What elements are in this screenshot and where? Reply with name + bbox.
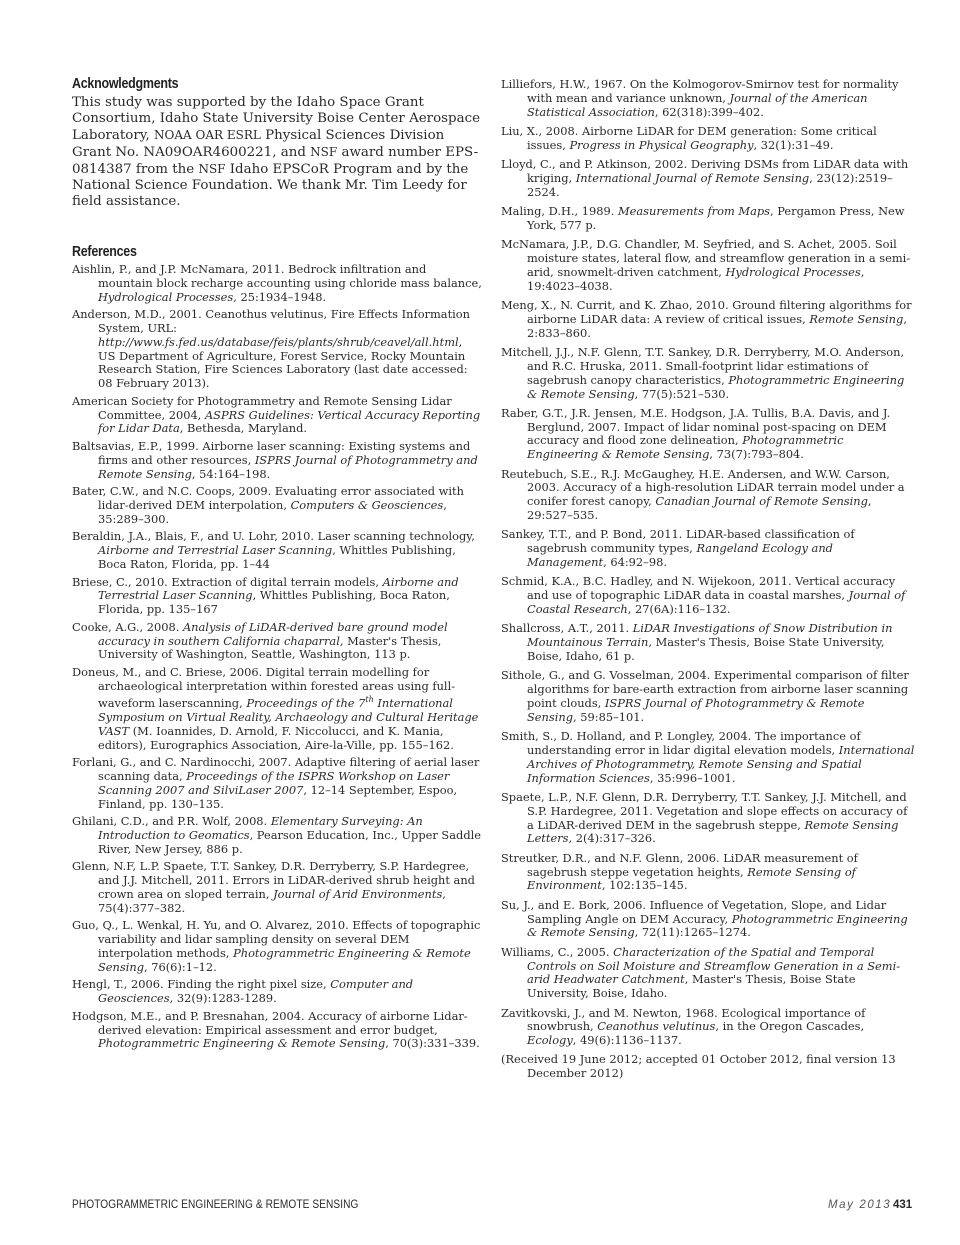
reference-entry bbox=[501, 205, 915, 233]
reference-entry bbox=[501, 852, 915, 893]
text-run: , Pergamon Press, New York, 577 p. bbox=[527, 204, 905, 232]
reference-entry bbox=[72, 485, 482, 526]
text-run: Remote Sensing bbox=[809, 311, 904, 326]
text-run: , 59:85–101. bbox=[573, 709, 645, 724]
text-run: Sithole, G., and G. Vosselman, 2004. Experimental comparison of filter algorithms for bare-earth extraction from airborne laser scanning point clouds, bbox=[501, 668, 909, 710]
text-run: International Journal of Remote Sensing bbox=[575, 170, 810, 185]
text-run: Proceedings of the 7 bbox=[246, 696, 366, 711]
text-run: , Whittles Publishing, Boca Raton, Florida, pp. 135–167 bbox=[98, 588, 450, 617]
text-run: Schmid, K.A., B.C. Hadley, and N. Wijekoon, 2011. Vertical accuracy and use of topographic LiDAR data in coastal marshes, bbox=[501, 574, 896, 603]
references-list-right bbox=[501, 78, 915, 1081]
text-run: Raber, G.T., J.R. Jensen, M.E. Hodgson, J.A. Tullis, B.A. Davis, and J. Berglund, 2007. Impact of lidar nominal post-spacing on DEM accuracy and flood zone delineation, bbox=[501, 405, 891, 448]
text-run: Photogrammetric Engineering & Remote Sensing bbox=[527, 433, 844, 462]
text-run: Photogrammetric Engineering & Remote Sensing bbox=[98, 946, 471, 974]
text-run: Progress in Physical Geography bbox=[569, 137, 754, 152]
reference-entry bbox=[501, 238, 915, 293]
text-run: (Received 19 June 2012; accepted 01 October 2012, final version 13 December 2012) bbox=[501, 1052, 896, 1081]
text-run: NSF bbox=[198, 162, 226, 176]
text-run: This study was supported by the Idaho Space Grant Consortium, Idaho State University Boise Center Aerospace Laboratory, bbox=[72, 95, 480, 143]
reference-entry bbox=[72, 756, 482, 811]
text-run: Analysis of LiDAR-derived bare ground model accuracy in southern California chaparral bbox=[98, 619, 448, 648]
text-run: Hengl, T., 2006. Finding the right pixel size, bbox=[72, 977, 331, 992]
text-run: Hydrological Processes bbox=[725, 264, 861, 279]
text-run: Lilliefors, H.W., 1967. On the Kolmogorov-Smirnov test for normality with mean and variance unknown, bbox=[501, 77, 899, 105]
text-run: Meng, X., N. Currit, and K. Zhao, 2010. Ground filtering algorithms for airborne LiDAR data: A review of critical issues, bbox=[501, 298, 912, 326]
reference-entry bbox=[501, 730, 915, 785]
text-run: , in the Oregon Cascades, bbox=[715, 1019, 865, 1034]
reference-entry bbox=[501, 899, 915, 940]
page-number: 431 bbox=[893, 1199, 913, 1211]
reference-entry bbox=[501, 299, 915, 340]
text-run: , 23(12):2519–2524. bbox=[527, 170, 893, 199]
text-run: Elementary Surveying: An Introduction to Geomatics bbox=[98, 814, 423, 843]
text-run: , 19:4023–4038. bbox=[527, 264, 865, 293]
text-run: Computers & Geosciences bbox=[290, 497, 444, 512]
text-run: Forlani, G., and C. Nardinocchi, 2007. Adaptive filtering of aerial laser scanning data, bbox=[72, 755, 480, 784]
text-run: , 32(1):31–49. bbox=[753, 137, 834, 152]
text-run: Rangeland Ecology and Management bbox=[527, 541, 833, 570]
text-run: Journal of Coastal Research bbox=[527, 588, 906, 617]
text-run: NOAA OAR ESRL bbox=[154, 128, 261, 142]
reference-entry bbox=[501, 575, 915, 616]
text-run: , US Department of Agriculture, Forest Service, Rocky Mountain Research Station, Fire Sciences Laboratory (last date accessed: 08 February 2013). bbox=[98, 334, 468, 391]
text-run: award number EPS-0814387 from the bbox=[72, 145, 479, 177]
text-run: Ceanothus velutinus bbox=[597, 1019, 716, 1034]
text-run: Computer and Geosciences bbox=[98, 977, 414, 1006]
text-run: Aishlin, P., and J.P. McNamara, 2011. Bedrock infiltration and mountain block recharge accounting using chloride mass balance, bbox=[72, 262, 482, 290]
reference-entry bbox=[72, 1010, 482, 1051]
text-run: Measurements from Maps bbox=[617, 204, 771, 219]
reference-entry bbox=[501, 946, 915, 1001]
text-run: McNamara, J.P., D.G. Chandler, M. Seyfried, and S. Achet, 2005. Soil moisture states, lateral flow, and streamflow generation in a semi-arid, snowmelt-driven catchment, bbox=[501, 237, 911, 279]
text-run: Physical Sciences Division Grant No. NA09OAR4600221, and bbox=[72, 128, 445, 160]
reference-entry bbox=[501, 346, 915, 401]
text-run: Zavitkovski, J., and M. Newton, 1968. Ecological importance of snowbrush, bbox=[501, 1005, 866, 1034]
text-run: Journal of the American Statistical Association bbox=[527, 90, 868, 119]
text-run: ISPRS Journal of Photogrammetry & Remote Sensing bbox=[527, 696, 865, 724]
text-run: Hodgson, M.E., and P. Bresnahan, 2004. Accuracy of airborne Lidar-derived elevation: Empirical assessment and error budget, bbox=[72, 1008, 468, 1037]
text-run: , 32(9):1283-1289. bbox=[169, 991, 277, 1006]
text-run: th bbox=[365, 695, 374, 705]
references-list-left bbox=[72, 263, 482, 1051]
text-run: , 62(318):399–402. bbox=[654, 104, 764, 119]
text-run: , 2(4):317–326. bbox=[568, 831, 656, 846]
reference-entry bbox=[72, 440, 482, 481]
reference-entry bbox=[501, 407, 915, 462]
text-run: NSF bbox=[310, 145, 338, 159]
footer-date: May 2013 bbox=[828, 1199, 892, 1211]
text-run: American Society for Photogrammetry and Remote Sensing Lidar Committee, 2004, bbox=[72, 393, 452, 422]
reference-entry bbox=[501, 78, 915, 119]
text-run: Bater, C.W., and N.C. Coops, 2009. Evaluating error associated with lidar-derived DEM interpolation, bbox=[72, 484, 464, 512]
reference-entry bbox=[501, 468, 915, 523]
text-run: , 35:289–300. bbox=[98, 497, 447, 526]
text-run: Baltsavias, E.P., 1999. Airborne laser scanning: Existing systems and firms and other resources, bbox=[72, 438, 471, 467]
text-run: Idaho EPSCoR Program and by the National Science Foundation. We thank Mr. Tim Leedy for field assistance. bbox=[72, 162, 469, 209]
text-run: International Symposium on Virtual Reality, Archaeology and Cultural Heritage VAST bbox=[98, 696, 479, 738]
reference-entry bbox=[501, 791, 915, 846]
text-run: Ecology bbox=[527, 1033, 573, 1048]
text-run: , 64:92–98. bbox=[603, 555, 667, 570]
text-run: LiDAR Investigations of Snow Distribution in Mountainous Terrain bbox=[527, 621, 893, 650]
text-run: , Master's Thesis, University of Washington, Seattle, Washington, 113 p. bbox=[98, 633, 442, 662]
text-run: Liu, X., 2008. Airborne LiDAR for DEM generation: Some critical issues, bbox=[501, 123, 877, 152]
text-run: Anderson, M.D., 2001. Ceanothus velutinus, Fire Effects Information System, URL: bbox=[72, 307, 470, 335]
text-run: , 75(4):377–382. bbox=[98, 887, 446, 915]
text-run: Reutebuch, S.E., R.J. McGaughey, H.E. Andersen, and W.W. Carson, 2003. Accuracy of a high-resolution LiDAR terrain model under a conifer forest canopy, bbox=[501, 466, 905, 509]
text-run: , 77(5):521–530. bbox=[634, 386, 730, 401]
text-run: ISPRS Journal of Photogrammetry and Remote Sensing bbox=[98, 452, 478, 481]
text-run: Guo, Q., L. Wenkal, H. Yu, and O. Alvarez, 2010. Effects of topographic variability and lidar sampling density on several DEM interpolation methods, bbox=[72, 918, 481, 961]
text-run: Mitchell, J.J., N.F. Glenn, T.T. Sankey, D.R. Derryberry, M.O. Anderson, and R.C. Hruska, 2011. Small-footprint lidar estimations of sagebrush canopy characteristics, bbox=[501, 345, 905, 387]
text-run: Smith, S., D. Holland, and P. Longley, 2004. The importance of understanding error in lidar digital elevation models, bbox=[501, 729, 861, 757]
right-column bbox=[501, 76, 915, 1087]
reference-entry bbox=[501, 669, 915, 724]
text-run: Lloyd, C., and P. Atkinson, 2002. Deriving DSMs from LiDAR data with kriging, bbox=[501, 157, 909, 185]
text-run: , 73(7):793–804. bbox=[709, 447, 804, 462]
reference-entry bbox=[72, 978, 482, 1006]
text-run: , 29:527–535. bbox=[527, 494, 872, 523]
reference-entry bbox=[72, 919, 482, 974]
text-run: ASPRS Guidelines: Vertical Accuracy Reporting for Lidar Data bbox=[98, 407, 481, 436]
reference-entry bbox=[501, 1053, 915, 1081]
acknowledgments-heading: Acknowledgments bbox=[72, 76, 179, 92]
text-run: Williams, C., 2005. bbox=[501, 944, 614, 959]
text-run: , 49(6):1136–1137. bbox=[572, 1033, 682, 1048]
reference-entry bbox=[501, 622, 915, 663]
text-run: Photogrammetric Engineering & Remote Sensing bbox=[527, 911, 908, 940]
footer-journal-name: PHOTOGRAMMETRIC ENGINEERING & REMOTE SENSING bbox=[72, 1199, 359, 1211]
text-run: Su, J., and E. Bork, 2006. Influence of Vegetation, Slope, and Lidar Sampling Angle on DEM Accuracy, bbox=[501, 897, 887, 926]
reference-entry bbox=[72, 815, 482, 856]
text-run: Journal of Arid Environments bbox=[273, 887, 443, 902]
text-run: Hydrological Processes bbox=[98, 289, 234, 304]
reference-entry bbox=[72, 860, 482, 915]
text-run: Airborne and Terrestrial Laser Scanning bbox=[98, 574, 459, 603]
reference-entry bbox=[72, 308, 482, 391]
text-run: , 72(11):1265–1274. bbox=[634, 925, 751, 940]
acknowledgments-text bbox=[72, 95, 482, 210]
reference-entry bbox=[72, 621, 482, 662]
text-run: Proceedings of the ISPRS Workshop on Laser Scanning 2007 and SilviLaser 2007 bbox=[98, 769, 450, 797]
text-run: Photogrammetric Engineering & Remote Sensing bbox=[527, 372, 905, 401]
text-run: , Master's Thesis, Boise State University, Boise, Idaho. bbox=[527, 972, 856, 1001]
text-run: Ghilani, C.D., and P.R. Wolf, 2008. bbox=[72, 814, 271, 829]
reference-entry bbox=[72, 263, 482, 304]
text-run: , 12–14 September, Espoo, Finland, pp. 130–135. bbox=[98, 782, 458, 811]
text-run: Beraldin, J.A., Blais, F., and U. Lohr, 2010. Laser scanning technology, bbox=[72, 529, 475, 544]
text-run: , 102:135–145. bbox=[601, 878, 688, 893]
text-run: International Archives of Photogrammetry, Remote Sensing and Spatial Information Sciences bbox=[527, 742, 915, 785]
text-run: , 25:1934–1948. bbox=[233, 289, 327, 304]
text-run: Airborne and Terrestrial Laser Scanning bbox=[98, 543, 333, 558]
text-run: , Pearson Education, Inc., Upper Saddle River, New Jersey, 886 p. bbox=[98, 828, 481, 856]
text-run: Canadian Journal of Remote Sensing bbox=[655, 494, 868, 509]
text-run: Cooke, A.G., 2008. bbox=[72, 619, 183, 634]
text-run: , 35:996–1001. bbox=[649, 770, 736, 785]
text-run: (M. Ioannides, D. Arnold, F. Niccolucci, and K. Mania, editors), Eurographics Association, Aire-la-Ville, pp. 155–162. bbox=[98, 723, 454, 752]
left-column bbox=[72, 76, 482, 1055]
references-heading: References bbox=[72, 244, 137, 260]
text-run: http://www.fs.fed.us/database/feis/plants/shrub/ceavel/all.html bbox=[98, 334, 459, 349]
text-run: Remote Sensing Letters bbox=[527, 817, 899, 846]
reference-entry bbox=[501, 158, 915, 199]
text-run: , 70(3):331–339. bbox=[385, 1036, 480, 1051]
text-run: Glenn, N.F, L.P. Spaete, T.T. Sankey, D.R. Derryberry, S.P. Hardegree, and J.J. Mitchell, 2011. Errors in LiDAR-derived shrub height and crown area on sloped terrain, bbox=[72, 859, 475, 902]
text-run: Streutker, D.R., and N.F. Glenn, 2006. LiDAR measurement of sagebrush steppe vegetation heights, bbox=[501, 850, 858, 879]
text-run: Spaete, L.P., N.F. Glenn, D.R. Derryberry, T.T. Sankey, J.J. Mitchell, and S.P. Hardegree, 2011. Vegetation and slope effects on accuracy of a LiDAR-derived DEM in the sagebrush steppe, bbox=[501, 789, 908, 832]
text-run: Maling, D.H., 1989. bbox=[501, 204, 618, 219]
text-run: Characterization of the Spatial and Temporal Controls on Soil Moisture and Streamflow Generation in a Semi-arid Headwater Catchment bbox=[527, 944, 901, 987]
text-run: , Whittles Publishing, Boca Raton, Florida, pp. 1–44 bbox=[98, 543, 456, 571]
text-run: Shallcross, A.T., 2011. bbox=[501, 621, 633, 636]
reference-entry bbox=[72, 666, 482, 753]
text-run: Sankey, T.T., and P. Bond, 2011. LiDAR-based classification of sagebrush community types, bbox=[501, 527, 855, 556]
text-run: , 2:833–860. bbox=[527, 311, 907, 340]
text-run: Photogrammetric Engineering & Remote Sensing bbox=[98, 1036, 386, 1051]
text-run: Doneus, M., and C. Briese, 2006. Digital terrain modelling for archaeological interpretation within forested areas using full-waveform laserscanning, bbox=[72, 664, 456, 711]
reference-entry bbox=[72, 576, 482, 617]
text-run: , 27(6A):116–132. bbox=[627, 602, 731, 617]
text-run: , Bethesda, Maryland. bbox=[179, 421, 307, 436]
reference-entry bbox=[72, 530, 482, 571]
reference-entry bbox=[501, 125, 915, 153]
text-run: Briese, C., 2010. Extraction of digital terrain models, bbox=[72, 574, 383, 589]
text-run: , Master's Thesis, Boise State University, Boise, Idaho, 61 p. bbox=[527, 635, 885, 664]
text-run: , 54:164–198. bbox=[191, 466, 271, 481]
text-run: , 76(6):1–12. bbox=[144, 959, 217, 974]
text-run: Remote Sensing of Environment bbox=[527, 864, 856, 893]
reference-entry bbox=[501, 528, 915, 569]
reference-entry bbox=[501, 1007, 915, 1048]
reference-entry bbox=[72, 395, 482, 436]
